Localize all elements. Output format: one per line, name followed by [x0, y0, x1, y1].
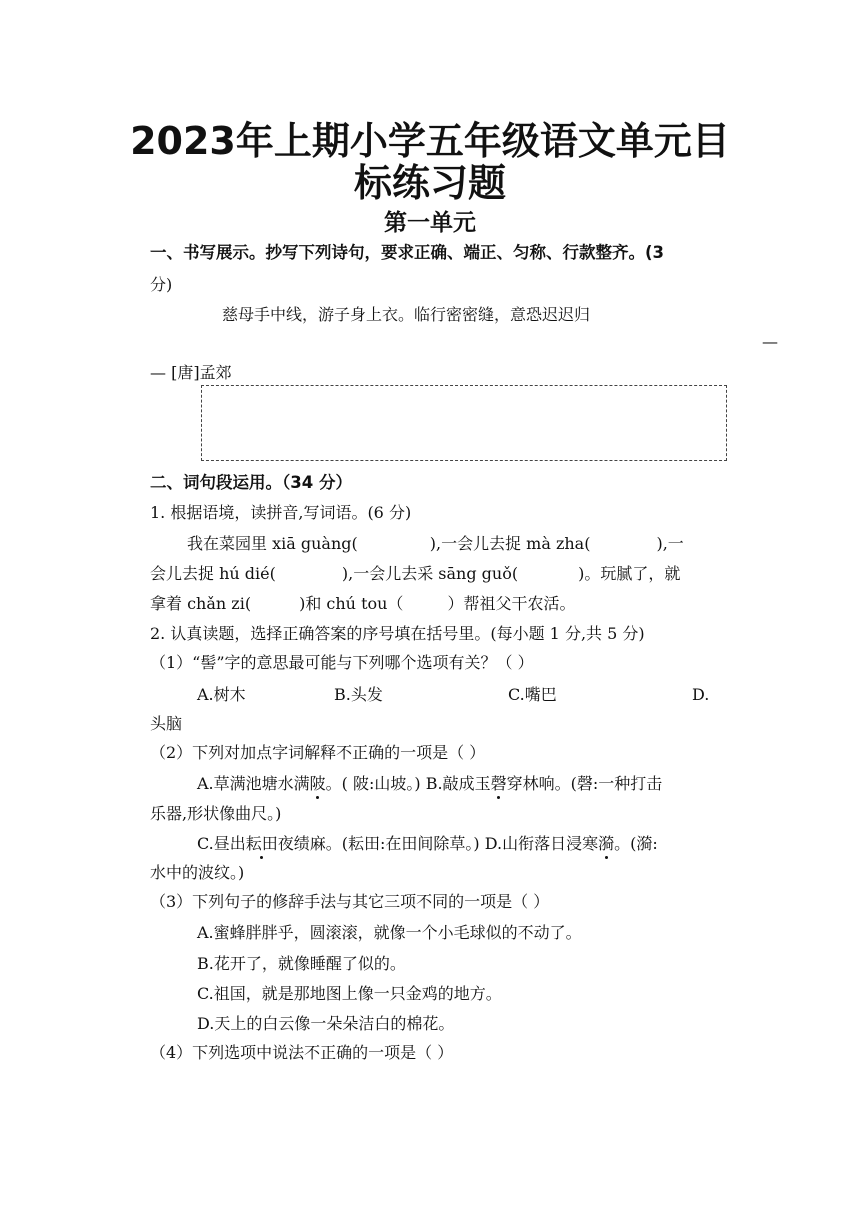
q2-2-options-cd: [197, 833, 658, 855]
q2-stem: 2. 认真读题，选择正确答案的序号填在括号里。(每小题 1 分,共 5 分): [150, 624, 645, 643]
q1-line3-a: 拿着 chǎn zi(: [150, 594, 252, 613]
q1-line1-a: 我在菜园里 xiā guàng(: [187, 534, 358, 553]
q1-line1-b: ),一会儿去捉 mà zha(: [429, 534, 591, 553]
q2-3-option-b: B.花开了，就像睡醒了似的。: [197, 954, 406, 973]
section1-heading: 一、书写展示。抄写下列诗句，要求正确、端正、匀称、行款整齐。(3: [150, 243, 665, 262]
q2-4-question: （4）下列选项中说法不正确的一项是（ ）: [150, 1043, 454, 1062]
q2-2-options-ab: [197, 773, 662, 795]
poem-text: 慈母手中线，游子身上衣。临行密密缝，意恐迟迟归: [222, 305, 591, 324]
q2-3-option-c: C.祖国，就是那地图上像一只金鸡的地方。: [197, 984, 502, 1003]
q2-1-option-c: C.嘴巴: [508, 685, 557, 704]
option-text: A.草满池塘水满: [197, 774, 310, 793]
section2-heading: 二、词句段运用。（34 分）: [150, 473, 352, 492]
doc-title-line2: 标练习题: [353, 161, 506, 205]
q2-2-question: （2）下列对加点字词解释不正确的一项是（ ）: [150, 743, 486, 762]
q2-3-option-d: D.天上的白云像一朵朵洁白的棉花。: [197, 1014, 455, 1033]
q2-1-question: （1）“髻”字的意思最可能与下列哪个选项有关？（ ）: [150, 653, 534, 672]
q1-line3-b: )和 chú tou（: [299, 594, 404, 613]
q2-2-options-ab-cont: 乐器,形状像曲尺。): [150, 804, 282, 823]
q2-3-option-a: A.蜜蜂胖胖乎，圆滚滚，就像一个小毛球似的不动了。: [197, 923, 582, 942]
unit-subtitle: 第一单元: [384, 210, 476, 236]
option-text: 穿林响。(磬:一种打击: [506, 774, 663, 793]
q1-line2-c: )。玩腻了，就: [578, 564, 681, 583]
doc-title-line1: 2023年上期小学五年级语文单元目: [130, 119, 730, 163]
q1-line2-b: ),一会儿去采 sāng guǒ(: [341, 564, 519, 583]
section1-heading-cont: 分): [150, 275, 173, 294]
q1-line2: [150, 563, 680, 585]
q2-3-question: （3）下列句子的修辞手法与其它三项不同的一项是（ ）: [150, 892, 550, 911]
emphasized-char: 陂: [309, 774, 326, 793]
poem-author: — [唐]孟郊: [150, 363, 232, 382]
q2-1-option-b: B.头发: [334, 685, 383, 704]
q1-line2-a: 会儿去捉 hú dié(: [150, 564, 276, 583]
q1-stem: 1. 根据语境，读拼音,写词语。(6 分): [150, 503, 412, 522]
q1-line1-c: ),一: [656, 534, 684, 553]
q1-line3: [150, 593, 575, 615]
q2-2-options-cd-cont: 水中的波纹。): [150, 863, 245, 882]
option-text: 夜绩麻。(耘田:在田间除草。) D.山衔落日浸寒: [277, 834, 599, 853]
writing-box[interactable]: [201, 385, 727, 461]
q2-1-option-d-cont: 头脑: [150, 714, 183, 733]
option-text: C.昼出: [197, 834, 246, 853]
emphasized-char: 磬: [490, 774, 507, 793]
emphasized-char: 耘田: [245, 834, 278, 853]
q1-line3-c: ）帮祖父干农活。: [447, 594, 576, 613]
q1-line1: [187, 533, 684, 555]
option-text: 。(漪:: [614, 834, 658, 853]
q2-1-option-d: D.: [692, 685, 710, 704]
q2-1-option-a: A.树木: [197, 685, 246, 704]
emphasized-char: 漪: [598, 834, 615, 853]
poem-dash: —: [762, 332, 778, 351]
option-text: 。( 陂:山坡。) B.敲成玉: [325, 774, 491, 793]
